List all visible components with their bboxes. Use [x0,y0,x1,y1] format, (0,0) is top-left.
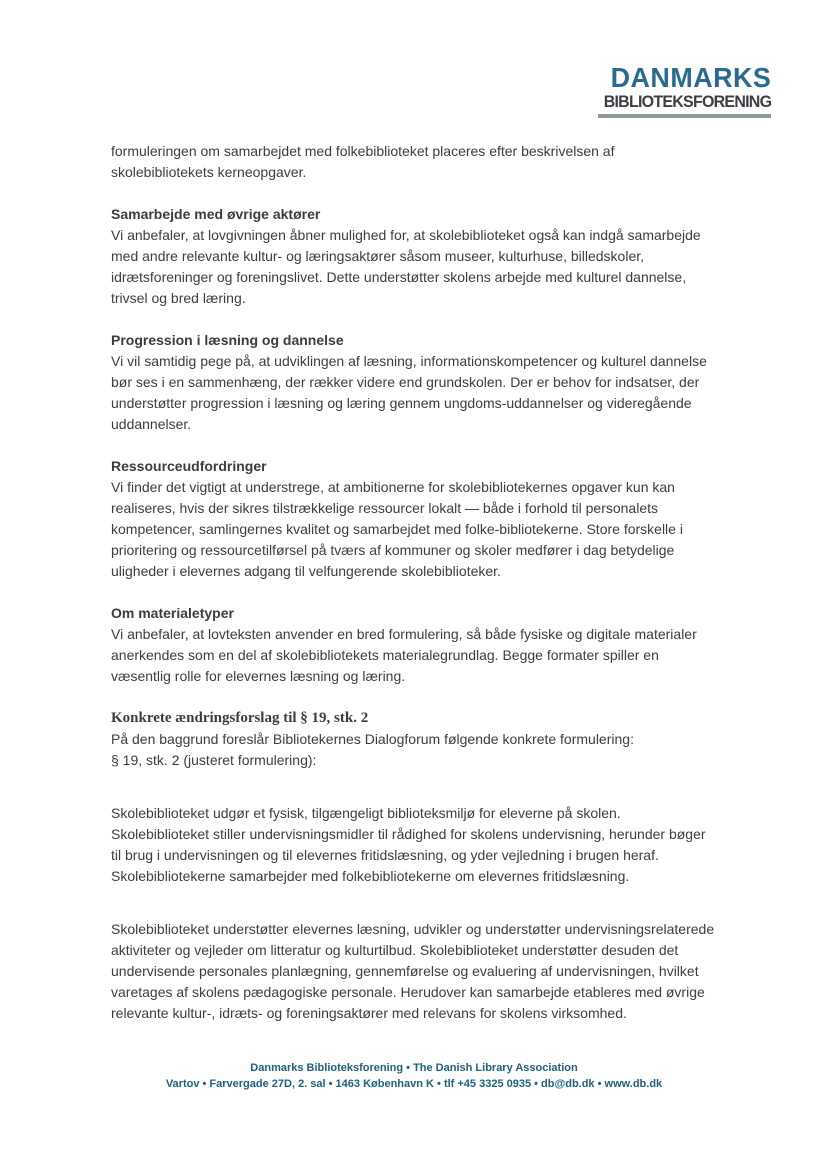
amendment-paragraph-2: Skolebiblioteket understøtter elevernes læsning, udvikler og understøtter undervisningsrelaterede aktiviteter og vejleder om litteratur og kulturtilbud. Skolebiblioteket understøtter desuden det undervisende personales planlægning, gennemførelse og evaluering af undervisningen, hvilket varetages af skolens pædagogiske personale. Herudover kan samarbejde etableres med øvrige relevante kultur-, idræts- og foreningsaktører med relevans for skolens virksomhed. [111,921,715,1021]
footer-organization-line: Danmarks Biblioteksforening • The Danish Library Association [250,1062,578,1074]
document-body [111,141,715,1024]
page-footer [0,1060,828,1092]
section-heading-progression: Progression i læsning og dannelse [111,332,344,348]
amendment-heading: Konkrete ændringsforslag til § 19, stk. 2 [111,710,369,726]
organization-logo [593,64,771,118]
section-paragraph-materialetyper: Vi anbefaler, at lovteksten anvender en bred formulering, så både fysiske og digitale materialer anerkendes som en del af skolebibliotekets materialegrundlag. Begge formater spiller en væsentlig rolle for elevernes læsning og læring. [111,626,697,684]
footer-contact-line: Vartov • Farvergade 27D, 2. sal • 1463 København K • tlf +45 3325 0935 • db@db.dk • www.db.dk [165,1078,663,1090]
section-samarbejde [111,204,715,309]
logo-underline-bar [598,114,771,118]
section-paragraph-ressourceudfordringer: Vi finder det vigtigt at understrege, at ambitionerne for skolebibliotekernes opgaver kun kan realiseres, hvis der sikres tilstrækkelige ressourcer lokalt — både i forhold til personalets kompetencer, samlingernes kvalitet og samarbejdet med folke-bibliotekerne. Store forskelle i prioritering og ressourcetilførsel på tværs af kommuner og skoler medfører i dag betydelige uligheder i elevernes adgang til velfungerende skolebiblioteker. [111,479,683,579]
section-materialetyper [111,603,715,687]
section-heading-materialetyper: Om materialetyper [111,605,234,621]
section-paragraph-samarbejde: Vi anbefaler, at lovgivningen åbner mulighed for, at skolebiblioteket også kan indgå samarbejde med andre relevante kultur- og læringsaktører såsom museer, kulturhuse, billedskoler, idrætsforeninger og foreningslivet. Dette understøtter skolens arbejde med kulturel dannelse, trivsel og bred læring. [111,227,701,306]
amendment-intro-line1: På den baggrund foreslår Bibliotekernes Dialogforum følgende konkrete formulering: [111,731,634,747]
logo-text-danmarks: DANMARKS [610,62,771,93]
amendment-paragraph-1: Skolebiblioteket udgør et fysisk, tilgængeligt biblioteksmiljø for eleverne på skolen. Skolebiblioteket stiller undervisningsmidler til rådighed for skolens undervisning, herunder bøger til brug i undervisningen og til elevernes fritidslæsning, og yder vejledning i brugen heraf. Skolebibliotekerne samarbejder med folkebibliotekerne om elevernes fritidslæsning. [111,805,706,884]
section-paragraph-progression: Vi vil samtidig pege på, at udviklingen af læsning, informationskompetencer og kulturel dannelse bør ses i en sammenhæng, der rækker videre end grundskolen. Der er behov for indsatser, der understøtter progression i læsning og læring gennem ungdoms-uddannelser og videregående uddannelser. [111,353,707,432]
section-heading-samarbejde: Samarbejde med øvrige aktører [111,206,321,222]
intro-paragraph: formuleringen om samarbejdet med folkebiblioteket placeres efter beskrivelsen af skolebibliotekets kerneopgaver. [111,143,615,180]
amendment-intro-line2: § 19, stk. 2 (justeret formulering): [111,752,317,768]
section-amendment [111,708,715,1024]
section-heading-ressourceudfordringer: Ressourceudfordringer [111,458,267,474]
section-ressourceudfordringer [111,456,715,582]
logo-text-biblioteksforening: BIBLIOTEKSFORENING [603,92,771,111]
section-progression [111,330,715,435]
